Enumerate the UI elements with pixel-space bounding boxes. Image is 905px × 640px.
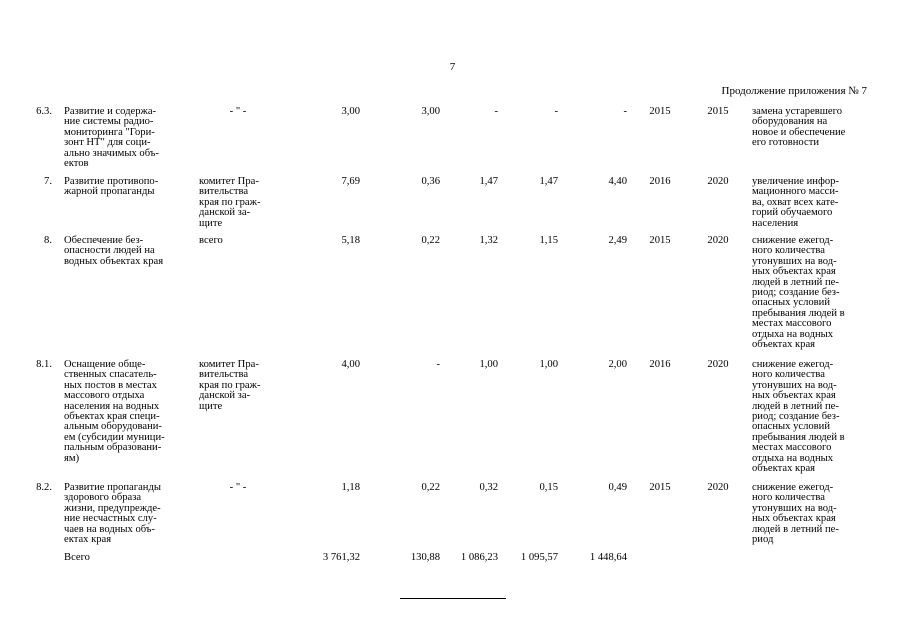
- amount-col-3: 1,00: [539, 359, 558, 370]
- total-amount: 1,18: [341, 482, 360, 493]
- measure-name-line: ственных спасатель-: [64, 369, 157, 381]
- expected-result-line: новое и обеспечение: [752, 126, 846, 138]
- executor: [199, 107, 277, 117]
- start-year: 2015: [649, 106, 671, 117]
- amount-col-4: 2,00: [608, 359, 627, 370]
- executor: [199, 177, 277, 229]
- expected-result-line: увеличение инфор-: [752, 176, 839, 187]
- expected-result-line: оборудования на: [752, 116, 828, 128]
- end-year: 2020: [707, 176, 729, 187]
- measure-name-line: ние системы радио-: [64, 116, 154, 128]
- measure-name-line: мониторинга "Гори-: [64, 126, 155, 138]
- expected-result-line: замена устаревшего: [752, 106, 843, 117]
- amount-col-2: 1,32: [479, 235, 498, 246]
- amount-col-1: -: [436, 359, 440, 370]
- expected-result-line: ных объектах края: [752, 513, 836, 525]
- expected-result-line: ных объектах края: [752, 266, 836, 278]
- measure-name-line: населения на водных: [64, 400, 160, 412]
- total-amount: 3,00: [341, 106, 360, 117]
- measure-name-line: жарной пропаганды: [64, 186, 155, 198]
- amount-col-3: -: [554, 106, 558, 117]
- expected-result-line: объектах края: [752, 339, 816, 351]
- amount-col-1: 0,36: [421, 176, 440, 187]
- measure-name-line: Оснащение обще-: [64, 359, 146, 370]
- expected-result-line: ва, охват всех кате-: [752, 196, 839, 208]
- expected-result-line: людей в летний пе-: [752, 276, 839, 288]
- expected-result-line: утонувших на вод-: [752, 255, 837, 267]
- amount-col-1: 0,22: [421, 482, 440, 493]
- amount-col-2: 0,32: [479, 482, 498, 493]
- expected-result: [752, 360, 877, 474]
- expected-result-line: опасных условий: [752, 297, 831, 309]
- expected-result-line: объектах края: [752, 463, 816, 475]
- measure-name-line: пальным образовани-: [64, 442, 162, 454]
- start-year: 2016: [649, 359, 671, 370]
- expected-result-line: пребывания людей в: [752, 431, 845, 443]
- measure-name-line: объектах края специ-: [64, 411, 160, 423]
- measure-name-line: чаев на водных объ-: [64, 523, 155, 535]
- measure-name-line: альным оборудовани-: [64, 421, 162, 433]
- expected-result-line: опасных условий: [752, 421, 831, 433]
- expected-result-line: горий обучаемого: [752, 207, 833, 219]
- amount-col-2: -: [494, 106, 498, 117]
- table-row: [0, 107, 905, 177]
- amount-col-4: 1 448,64: [589, 552, 627, 563]
- continuation-caption: Продолжение приложения № 7: [721, 85, 867, 97]
- measure-name-line: ных постов в местах: [64, 379, 157, 391]
- total-amount: 7,69: [341, 176, 360, 187]
- end-year: 2015: [707, 106, 729, 117]
- amount-col-3: 0,15: [539, 482, 558, 493]
- expected-result: [752, 236, 877, 350]
- expected-result-line: населения: [752, 217, 799, 229]
- row-number: 8.2.: [36, 482, 52, 493]
- table-row: [0, 177, 905, 236]
- executor: [199, 236, 277, 246]
- measure-name: [64, 483, 192, 545]
- measure-name-line: ям): [64, 452, 80, 464]
- expected-result-line: ного количества: [752, 369, 825, 381]
- expected-result-line: снижение ежегод-: [752, 359, 834, 370]
- row-number: 7.: [44, 176, 52, 187]
- measure-name-line: здорового образа: [64, 492, 142, 504]
- measure-name-line: опасности людей на: [64, 245, 155, 257]
- measure-name: [64, 553, 192, 563]
- amount-col-3: 1,47: [539, 176, 558, 187]
- expected-result-line: людей в летний пе-: [752, 400, 839, 412]
- total-amount: 4,00: [341, 359, 360, 370]
- measure-name-line: ально значимых объ-: [64, 147, 159, 159]
- measure-name: [64, 177, 192, 198]
- expected-result-line: снижение ежегод-: [752, 235, 834, 246]
- expected-result-line: риод; создание без-: [752, 287, 840, 299]
- expected-result-line: ных объектах края: [752, 390, 836, 402]
- amount-col-4: 2,49: [608, 235, 627, 246]
- measure-name-line: ем (субсидии муници-: [64, 431, 165, 443]
- amount-col-1: 130,88: [410, 552, 440, 563]
- executor-line: комитет Пра-: [199, 176, 259, 187]
- executor-line: - " -: [229, 482, 247, 493]
- measure-name-line: массового отдыха: [64, 390, 145, 402]
- amount-col-3: 1,15: [539, 235, 558, 246]
- end-year: 2020: [707, 235, 729, 246]
- amount-col-4: 4,40: [608, 176, 627, 187]
- amount-col-4: -: [623, 106, 627, 117]
- executor: [199, 483, 277, 493]
- expected-result-line: пребывания людей в: [752, 307, 845, 319]
- measure-name-line: водных объектах края: [64, 255, 164, 267]
- end-year: 2020: [707, 482, 729, 493]
- measure-name-line: Всего: [64, 552, 90, 563]
- expected-result-line: его готовности: [752, 137, 819, 149]
- measure-name-line: Обеспечение без-: [64, 235, 144, 246]
- executor-line: края по граж-: [199, 196, 261, 208]
- executor-line: - " -: [229, 106, 247, 117]
- amount-col-1: 3,00: [421, 106, 440, 117]
- amount-col-2: 1 086,23: [460, 552, 498, 563]
- measure-name-line: ектов: [64, 158, 89, 170]
- executor-line: вительства: [199, 186, 249, 198]
- expected-result-line: отдыха на водных: [752, 328, 834, 340]
- executor-line: данской за-: [199, 390, 251, 402]
- executor-line: комитет Пра-: [199, 359, 259, 370]
- executor: [199, 360, 277, 412]
- expected-result-line: мационного масси-: [752, 186, 839, 198]
- expected-result: [752, 483, 877, 545]
- measure-name-line: Развитие и содержа-: [64, 106, 157, 117]
- measure-name: [64, 107, 192, 169]
- table-row: [0, 236, 905, 360]
- expected-result-line: ного количества: [752, 245, 825, 257]
- measure-name-line: Развитие пропаганды: [64, 482, 161, 493]
- start-year: 2015: [649, 482, 671, 493]
- executor-line: края по граж-: [199, 379, 261, 391]
- start-year: 2015: [649, 235, 671, 246]
- amount-col-3: 1 095,57: [520, 552, 558, 563]
- executor-line: всего: [199, 235, 223, 246]
- total-amount: 5,18: [341, 235, 360, 246]
- total-amount: 3 761,32: [322, 552, 360, 563]
- measure-name-line: ектах края: [64, 534, 112, 546]
- measure-name: [64, 360, 192, 464]
- row-number: 6.3.: [36, 106, 52, 117]
- table-row: [0, 360, 905, 483]
- expected-result-line: утонувших на вод-: [752, 502, 837, 514]
- executor-line: данской за-: [199, 207, 251, 219]
- end-year: 2020: [707, 359, 729, 370]
- table-row: [0, 483, 905, 553]
- executor-line: вительства: [199, 369, 249, 381]
- expected-result-line: ного количества: [752, 492, 825, 504]
- table-row: [0, 553, 905, 573]
- expected-result-line: местах массового: [752, 442, 832, 454]
- row-number: 8.: [44, 235, 52, 246]
- expected-result-line: утонувших на вод-: [752, 379, 837, 391]
- measure-name-line: Развитие противопо-: [64, 176, 159, 187]
- page-number: 7: [449, 61, 456, 73]
- expected-result-line: снижение ежегод-: [752, 482, 834, 493]
- expected-result-line: риод; создание без-: [752, 411, 840, 423]
- expected-result-line: людей в летний пе-: [752, 523, 839, 535]
- end-rule: [400, 598, 506, 599]
- expected-result-line: риод: [752, 534, 774, 546]
- amount-col-1: 0,22: [421, 235, 440, 246]
- row-number: 8.1.: [36, 359, 52, 370]
- start-year: 2016: [649, 176, 671, 187]
- expected-result: [752, 107, 877, 149]
- amount-col-2: 1,47: [479, 176, 498, 187]
- executor-line: щите: [199, 217, 223, 229]
- measure-name: [64, 236, 192, 267]
- measure-name-line: зонт НТ" для соци-: [64, 137, 151, 149]
- amount-col-4: 0,49: [608, 482, 627, 493]
- amount-col-2: 1,00: [479, 359, 498, 370]
- measure-name-line: жизни, предупрежде-: [64, 502, 161, 514]
- expected-result: [752, 177, 877, 229]
- expected-result-line: местах массового: [752, 318, 832, 330]
- expected-result-line: отдыха на водных: [752, 452, 834, 464]
- executor-line: щите: [199, 400, 223, 412]
- measure-name-line: ние несчастных слу-: [64, 513, 157, 525]
